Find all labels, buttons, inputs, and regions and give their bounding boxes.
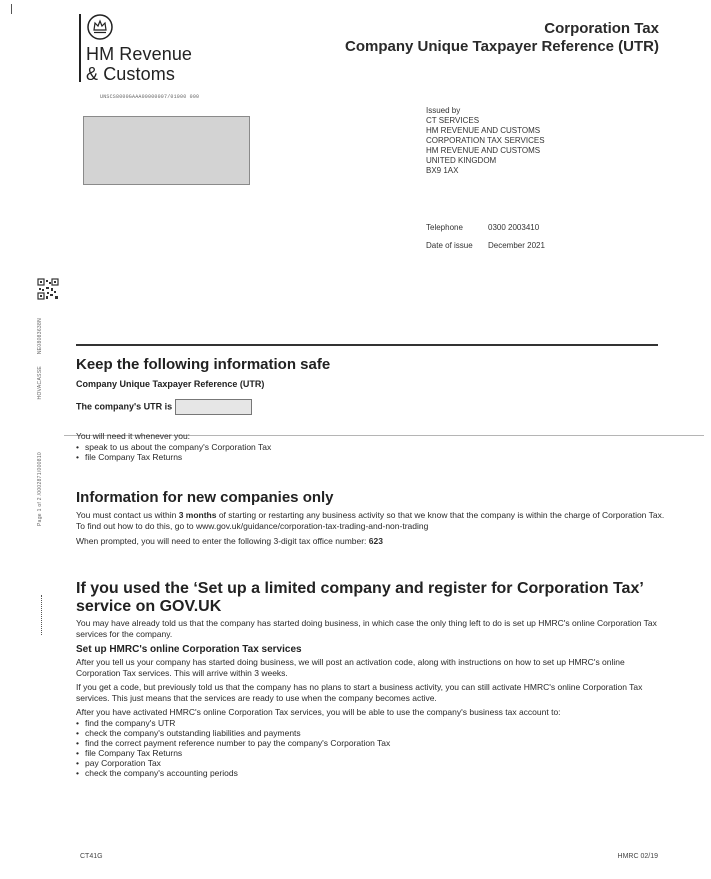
date-value: December 2021 [488,241,545,250]
form-version: HMRC 02/19 [617,853,658,860]
keep-safe-usage [76,431,666,462]
redacted-utr-box [175,399,252,415]
issuer-line: HM REVENUE AND CUSTOMS [426,146,541,155]
tax-office-number: 623 [368,536,383,546]
govuk-paragraph-1: You may have already told us that the company has started doing business, in which case the only thing left to do is set up HMRC's online Corporation Tax services for the company. [76,618,657,639]
date-row [426,237,545,255]
list-item: • file Company Tax Returns [76,452,666,462]
govuk-paragraph-3: If you get a code, but previously told us that the company has no plans to start a business activity, you can still activate HMRC's online Corporation Tax services. This just means that the services are ready to use when the company becomes active. [76,682,643,703]
redacted-address-box [83,116,250,185]
list-item: • check the company's outstanding liabilities and payments [76,728,666,738]
telephone-label: Telephone [426,223,463,232]
reference-code: UNSCS8000GAAA00000007/01000 000 [100,94,200,100]
margin-dotted-mark [41,595,43,635]
list-item: • find the correct payment reference number to pay the company's Corporation Tax [76,738,666,748]
telephone-row [426,219,545,237]
para-text: You must contact us within [76,510,179,520]
margin-code-2: HOVACASSE [37,366,43,400]
contact-details [426,219,545,255]
new-companies-section [76,489,666,547]
new-companies-heading: Information for new companies only [76,489,334,506]
new-companies-paragraph [76,510,666,531]
list-item: • pay Corporation Tax [76,758,666,768]
govuk-paragraph-2: After you tell us your company has started doing business, we will post an activation code, along with instructions on how to set up HMRC's online Corporation Tax services. This will arrive within 3 weeks. [76,657,625,678]
para-text: When prompted, you will need to enter the following 3-digit tax office number: [76,536,369,546]
title-line-2: Company Unique Taxpayer Reference (UTR) [345,38,659,55]
logo-divider [79,14,81,82]
date-label: Date of issue [426,241,473,250]
para-bold: 3 months [178,510,217,520]
logo-line-1: HM Revenue [86,44,193,64]
form-code: CT41G [80,853,103,860]
list-item: • check the company's accounting periods [76,768,666,778]
issuer-line: CT SERVICES [426,116,480,125]
margin-page-ref: Page 1 of 2 /0002871/000810 [37,452,43,526]
crown-crest-icon [87,14,113,40]
usage-intro: You will need it whenever you: [76,431,191,441]
issuer-line: BX9 1AX [426,166,459,175]
issuer-line: HM REVENUE AND CUSTOMS [426,126,541,135]
govuk-paragraph-4: After you have activated HMRC's online Corporation Tax services, you will be able to use the company's business tax account to: [76,707,561,717]
qr-code-icon [37,278,59,300]
para-text: of starting or restarting any business activity so that we know that the company is within the charge of Corporation Tax. To find out how to do this, go to www.gov.uk/guidance/corporation-tax-trading-and-non-trading [76,510,665,531]
govuk-section [76,580,666,778]
list-item: • find the company's UTR [76,718,666,728]
govuk-heading: If you used the ‘Set up a limited company and register for Corporation Tax’ service on GOV.UK [76,580,643,615]
utr-label: The company's UTR is [76,401,173,412]
utr-row [76,399,666,415]
issuer-line: Issued by [426,106,461,115]
list-item: • speak to us about the company's Corporation Tax [76,442,666,452]
tax-office-paragraph [76,536,666,547]
keep-safe-section [76,356,666,415]
issuer-line: CORPORATION TAX SERVICES [426,136,545,145]
telephone-value: 0300 2003410 [488,223,540,232]
section-rule [76,344,658,346]
utr-subheading: Company Unique Taxpayer Reference (UTR) [76,379,265,389]
document-title [345,20,659,56]
issuer-address [426,106,545,176]
keep-safe-heading: Keep the following information safe [76,356,331,373]
logo-line-2: & Customs [86,64,175,84]
list-item: • file Company Tax Returns [76,748,666,758]
margin-code-1: NE08083638N [37,318,43,355]
hmrc-logo-text [86,44,192,84]
page-edge-mark [11,4,12,14]
setup-subheading: Set up HMRC's online Corporation Tax services [76,644,302,655]
title-line-1: Corporation Tax [544,20,659,37]
issuer-line: UNITED KINGDOM [426,156,497,165]
